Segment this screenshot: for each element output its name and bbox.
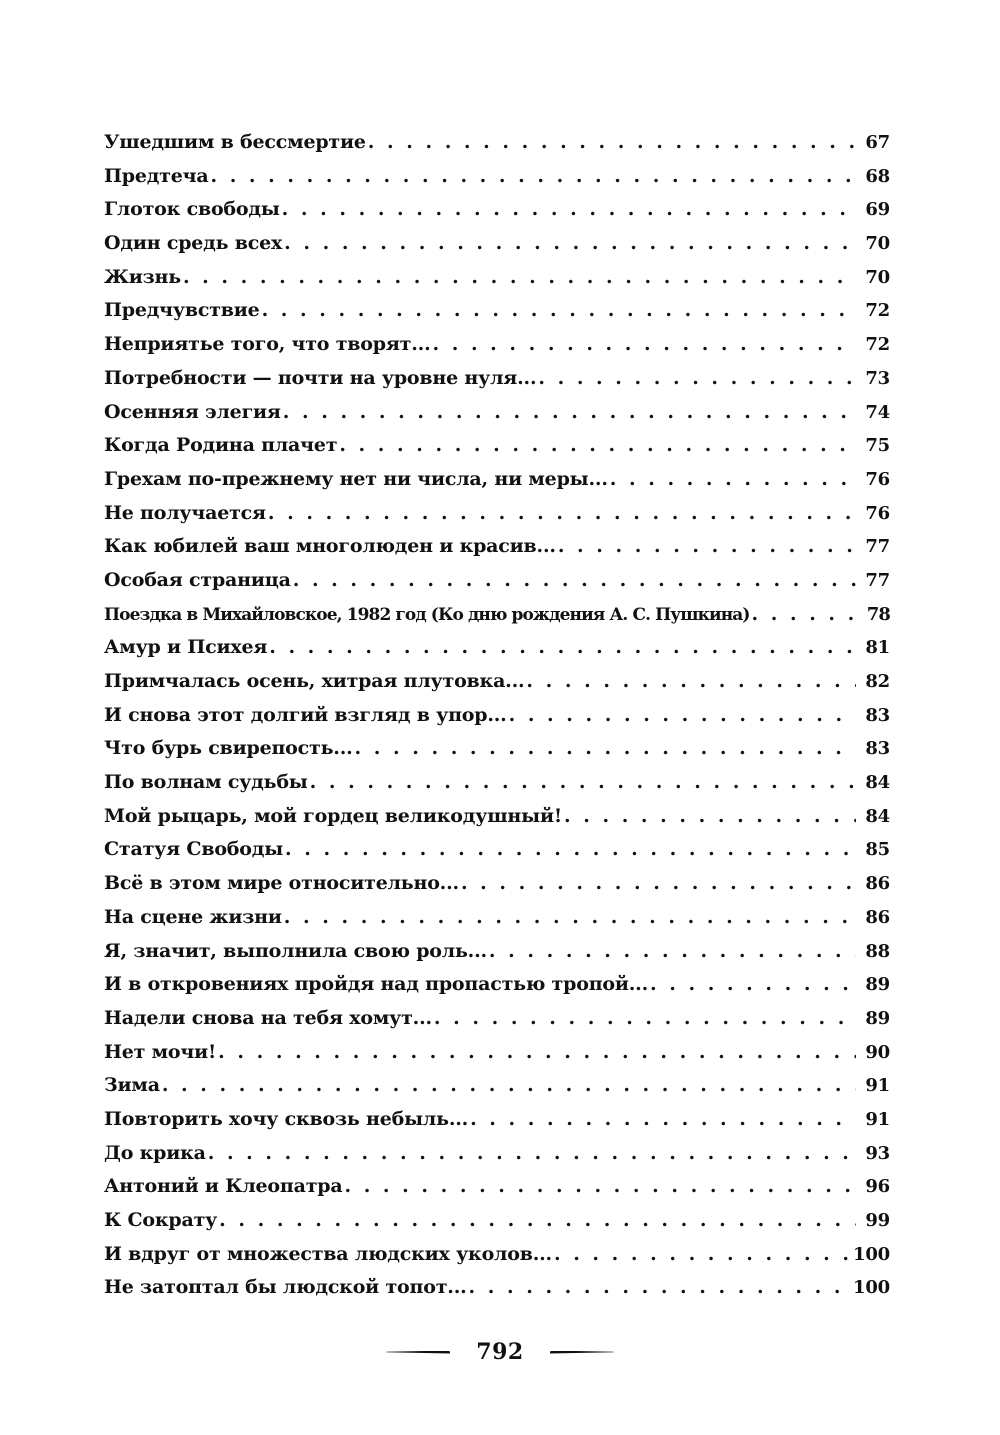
toc-entry[interactable] [104,160,890,194]
toc-entry[interactable] [104,396,890,430]
toc-entry[interactable] [104,1204,890,1238]
toc-entry-page: 72 [865,300,890,322]
toc-entry[interactable] [104,362,890,396]
toc-entry-page: 70 [865,233,890,255]
toc-entry-title: Как юбилей ваш многолюден и красив... [104,535,556,558]
toc-entry[interactable] [104,530,890,564]
toc-entry[interactable] [104,732,890,766]
toc-entry-page: 84 [865,772,890,794]
toc-entry-title: По волнам судьбы [104,771,308,794]
toc-entry-page: 84 [865,805,890,827]
toc-entry-page: 90 [865,1041,890,1063]
toc-entry-page: 81 [865,637,890,659]
dot-leader [526,665,856,699]
toc-entry-title: Ушедшим в бессмертие [104,131,366,153]
toc-entry-title: Амур и Психея [104,636,268,659]
toc-entry-page: 67 [865,132,890,153]
toc-entry-title: К Сократу [104,1209,218,1231]
dot-leader [218,1036,856,1070]
page-footer [0,1334,1000,1370]
dot-leader [434,1002,856,1036]
dot-leader [284,227,856,261]
toc-entry[interactable] [104,227,890,261]
toc-entry[interactable] [104,294,890,328]
toc-entry-title: И вдруг от множества людских уколов... [104,1242,552,1265]
toc-entry-page: 86 [865,873,890,895]
toc-entry[interactable] [104,463,890,497]
toc-entry-title: Осенняя элегия [104,400,281,423]
toc-entry-page: 89 [865,974,890,996]
toc-entry[interactable] [104,1002,890,1036]
toc-entry-page: 96 [865,1176,890,1198]
toc-entry-page: 83 [865,738,890,760]
dot-leader [219,1204,856,1238]
toc-entry-page: 75 [865,435,890,457]
toc-entry-page: 83 [865,704,890,726]
toc-entry-page: 69 [865,199,890,221]
toc-entry-page: 89 [865,1007,890,1029]
toc-entry[interactable] [104,631,890,665]
toc-entry-title: Предчувствие [104,299,260,322]
toc-entry-page: 93 [865,1142,890,1164]
dot-leader [752,598,856,632]
toc-entry[interactable] [104,598,890,632]
toc-entry-page: 100 [853,1277,890,1299]
toc-entry[interactable] [104,1036,890,1070]
toc-entry[interactable] [104,665,890,699]
toc-entry[interactable] [104,1103,890,1137]
toc-entry[interactable] [104,968,890,1002]
toc-entry-title: Особая страница [104,568,291,591]
page-number: 792 [476,1339,524,1365]
toc-entry[interactable] [104,935,890,969]
dot-leader [162,1069,856,1103]
dot-leader [650,968,856,1002]
dot-leader [285,833,856,867]
toc-entry-page: 91 [865,1075,890,1097]
toc-entry-title: Примчалась осень, хитрая плутовка... [104,670,525,692]
dot-leader [183,261,856,295]
dot-leader [461,867,856,901]
dot-leader [470,1103,856,1137]
toc-entry[interactable] [104,766,890,800]
toc-entry-title: Не затоптал бы людской топот... [104,1276,467,1299]
toc-entry-title: Зима [104,1074,160,1097]
dot-leader [293,564,856,598]
toc-entry-page: 88 [865,940,890,962]
toc-entry-page: 86 [865,906,890,928]
toc-entry-page: 76 [865,502,890,524]
dot-leader [269,631,856,665]
dot-leader [310,766,856,800]
toc-entry-title: Повторить хочу сквозь небыль... [104,1107,469,1130]
toc-entry[interactable] [104,1137,890,1171]
toc-entry[interactable] [104,1170,890,1204]
toc-entry-title: Жизнь [104,265,181,288]
toc-entry-title: Нет мочи! [104,1040,217,1063]
toc-entry-page: 82 [865,671,890,692]
toc-entry[interactable] [104,833,890,867]
toc-entry-page: 85 [865,839,890,861]
toc-entry-title: Мой рыцарь, мой гордец великодушный! [104,804,562,827]
toc-entry-title: До крика [104,1141,206,1164]
toc-entry[interactable] [104,193,890,227]
dot-leader [283,396,856,430]
toc-entry-page: 78 [866,603,890,625]
toc-entry[interactable] [104,1069,890,1103]
dot-leader [284,901,856,935]
toc-entry-page: 70 [865,266,890,288]
toc-entry-title: И снова этот долгий взгляд в упор... [104,703,507,726]
toc-entry[interactable] [104,1271,890,1305]
dot-leader [558,530,856,564]
toc-entry-page: 100 [853,1243,890,1265]
dot-leader [368,126,856,160]
toc-entry-title: Надели снова на тебя хомут... [104,1006,432,1029]
toc-entry[interactable] [104,497,890,531]
toc-entry[interactable] [104,126,890,160]
dot-leader [344,1170,856,1204]
toc-entry-page: 77 [865,569,890,591]
dot-leader [268,497,856,531]
dot-leader [469,1271,849,1305]
toc-entry-title: Глоток свободы [104,198,280,221]
toc-entry-title: На сцене жизни [104,905,282,928]
dot-leader [554,1238,849,1272]
toc-entry-title: Всё в этом мире относительно... [104,872,459,895]
toc-entry-title: Антоний и Клеопатра [104,1175,343,1198]
toc-entry-title: Потребности — почти на уровне нуля... [104,366,537,389]
toc-entry-title: Поездка в Михайловское, 1982 год (Ко дню рождения А. С. Пушкина) [104,604,750,625]
toc-entry[interactable] [104,800,890,834]
toc-entry-title: Не получается [104,501,266,524]
toc-entry-page: 74 [865,401,890,423]
toc-entry-title: Когда Родина плачет [104,434,338,457]
toc-entry-title: Грехам по-прежнему нет ни числа, ни меры... [104,467,608,490]
toc-entry-page: 68 [865,165,890,187]
toc-entry-title: Что бурь свирепость... [104,737,353,760]
toc-entry-title: Неприятье того, что творят... [104,333,431,356]
toc-entry[interactable] [104,1238,890,1272]
toc-entry[interactable] [104,261,890,295]
toc-entry-title: И в откровениях пройдя над пропастью тропой... [104,973,649,996]
dot-leader [538,362,856,396]
table-of-contents [104,126,890,1305]
toc-entry-page: 91 [865,1108,890,1130]
dot-leader [339,429,856,463]
toc-entry-title: Я, значит, выполнила свою роль... [104,939,487,962]
dot-leader [210,160,856,194]
toc-entry-page: 72 [865,334,890,356]
toc-entry[interactable] [104,429,890,463]
decorative-rule-right [550,1351,614,1354]
dot-leader [610,463,856,497]
toc-entry-page: 76 [865,468,890,490]
dot-leader [489,935,856,969]
toc-entry[interactable] [104,867,890,901]
toc-entry-page: 73 [865,367,890,389]
dot-leader [282,193,856,227]
dot-leader [355,732,856,766]
toc-entry-page: 77 [865,536,890,558]
toc-entry-page: 99 [865,1210,890,1231]
toc-entry[interactable] [104,564,890,598]
dot-leader [509,699,856,733]
dot-leader [432,328,856,362]
dot-leader [262,294,856,328]
decorative-rule-left [386,1351,450,1354]
toc-entry[interactable] [104,328,890,362]
toc-entry[interactable] [104,699,890,733]
toc-entry-title: Один средь всех [104,232,283,255]
toc-entry[interactable] [104,901,890,935]
toc-entry-title: Статуя Свободы [104,838,284,861]
dot-leader [208,1137,856,1171]
dot-leader [564,800,856,834]
toc-entry-title: Предтеча [104,164,209,187]
